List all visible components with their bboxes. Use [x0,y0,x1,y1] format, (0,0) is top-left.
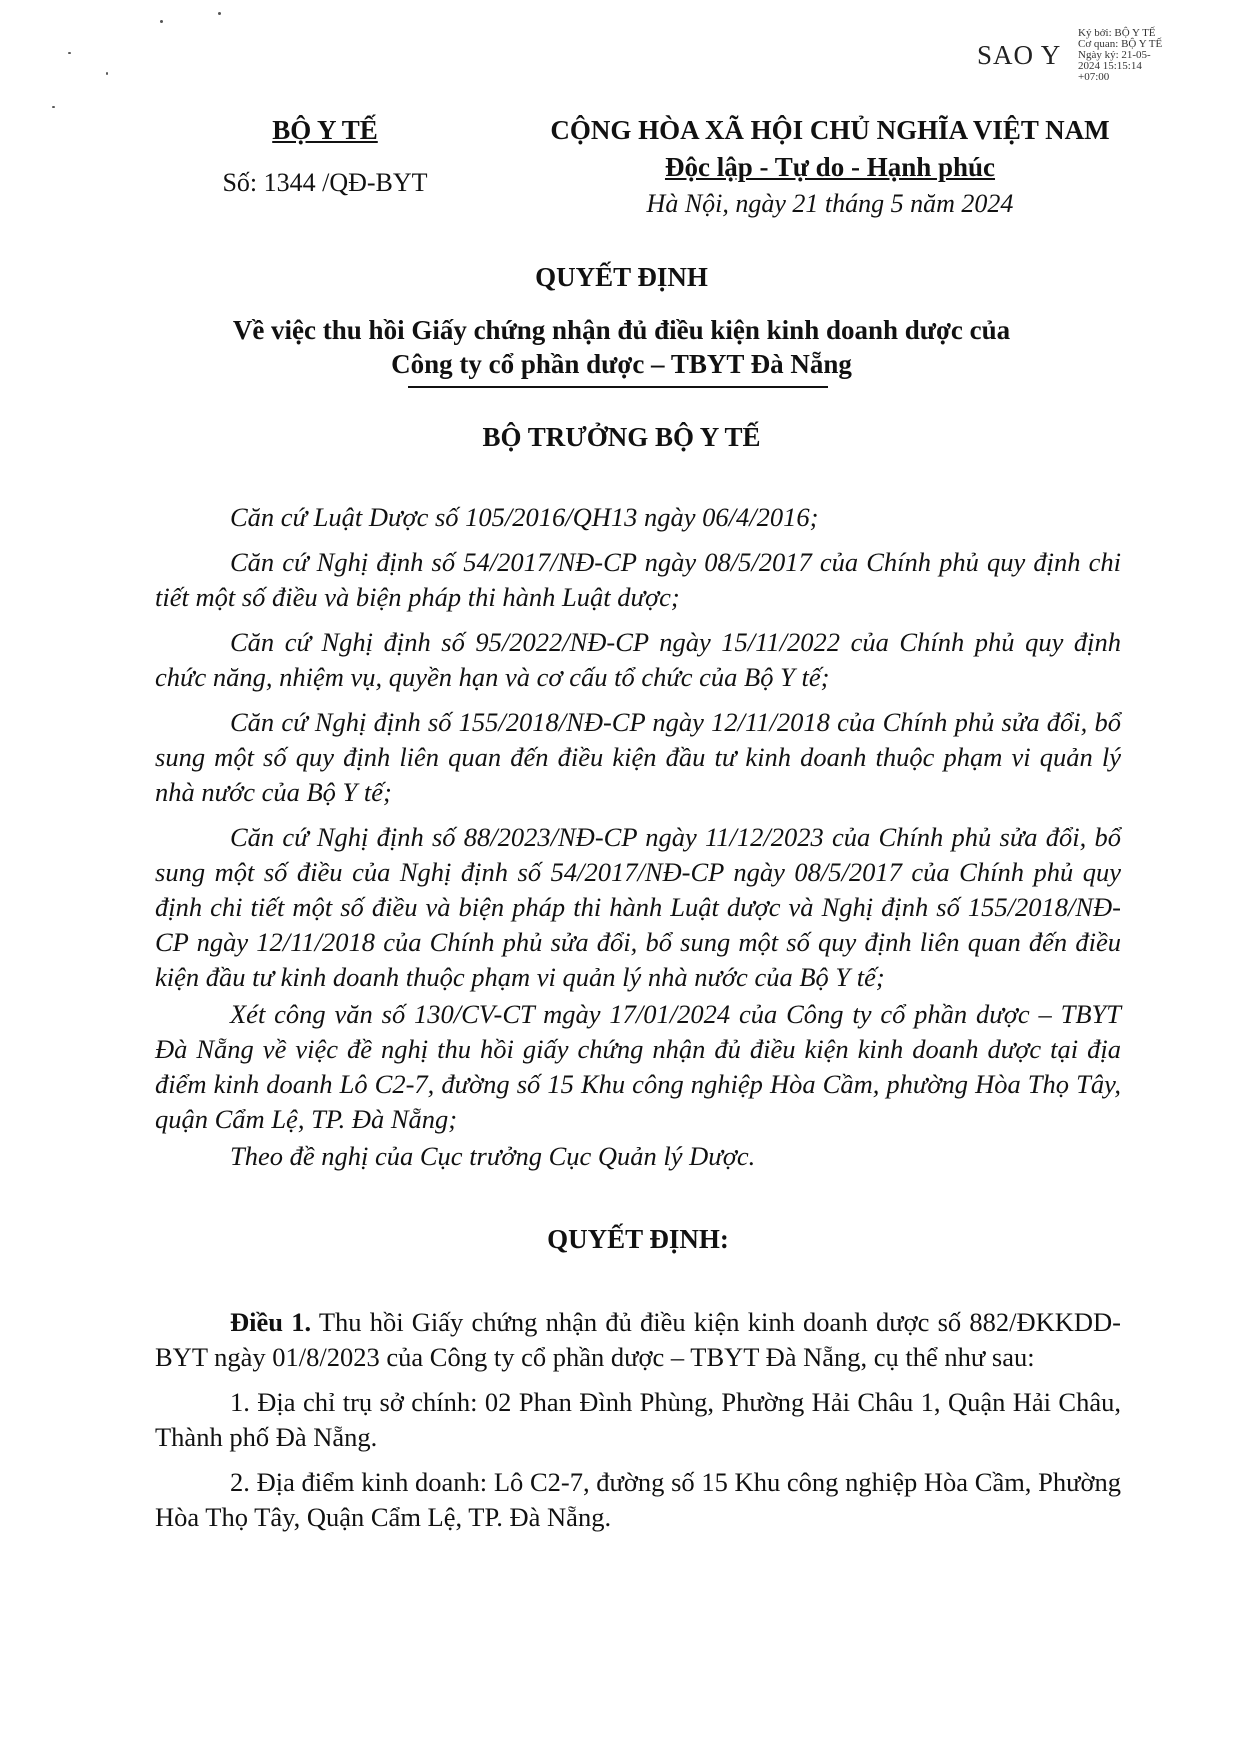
article-1-label: Điều 1. [230,1307,312,1337]
digital-signature-info [1078,28,1198,83]
preamble-clause: Căn cứ Nghị định số 155/2018/NĐ-CP ngày 12/11/2018 của Chính phủ sửa đổi, bổ sung một số quy định liên quan đến điều kiện đầu tư kinh doanh thuộc phạm vi quản lý nhà nước của Bộ Y tế; [155,707,1121,807]
subject-line-1: Về việc thu hồi Giấy chứng nhận đủ điều kiện kinh doanh dược của [232,315,1011,345]
document-subject [0,313,1243,381]
scan-speck [218,12,221,15]
preamble-clause: Theo đề nghị của Cục trưởng Cục Quản lý Dược. [230,1141,756,1171]
document-type: QUYẾT ĐỊNH [535,262,708,292]
header-left [180,115,470,198]
issuing-organization: BỘ Y TẾ [272,115,378,145]
preamble-clause: Căn cứ Luật Dược số 105/2016/QH13 ngày 06/4/2016; [230,502,819,532]
article-1-item-2: 2. Địa điểm kinh doanh: Lô C2-7, đường số 15 Khu công nghiệp Hòa Cầm, Phường Hòa Thọ Tây, Quận Cẩm Lệ, TP. Đà Nẵng. [155,1467,1121,1532]
title-divider [408,386,828,388]
signed-by: Ký bởi: BỘ Y TẾ [1078,27,1156,39]
subject-line-2: Công ty cổ phần dược – TBYT Đà Nẵng [391,349,852,379]
place-and-date: Hà Nội, ngày 21 tháng 5 năm 2024 [646,189,1014,218]
preamble-clause: Căn cứ Nghị định số 88/2023/NĐ-CP ngày 11/12/2023 của Chính phủ sửa đổi, bổ sung một số điều của Nghị định số 54/2017/NĐ-CP ngày 08/5/2017 của Chính phủ quy định chi tiết một số điều và biện pháp thi hành Luật dược và Nghị định số 155/2018/NĐ-CP ngày 12/11/2018 của Chính phủ sửa đổi, bổ sung một số quy định liên quan đến điều kiện đầu tư kinh doanh thuộc phạm vi quản lý nhà nước của Bộ Y tế; [155,822,1121,992]
scan-speck [68,52,71,54]
national-title: CỘNG HÒA XÃ HỘI CHỦ NGHĨA VIỆT NAM [550,115,1110,145]
preamble-clause: Căn cứ Nghị định số 95/2022/NĐ-CP ngày 15/11/2022 của Chính phủ quy định chức năng, nhiệm vụ, quyền hạn và cơ cấu tổ chức của Bộ Y tế; [155,627,1121,692]
preamble-clause: Căn cứ Nghị định số 54/2017/NĐ-CP ngày 08/5/2017 của Chính phủ quy định chi tiết một số điều và biện pháp thi hành Luật dược; [155,547,1121,612]
signing-agency: Cơ quan: BỘ Y TẾ [1078,38,1163,50]
copy-mark: SAO Y [977,40,1062,70]
preamble-clause: Xét công văn số 130/CV-CT mgày 17/01/2024 của Công ty cổ phần dược – TBYT Đà Nẵng về việc đề nghị thu hồi giấy chứng nhận đủ điều kiện kinh doanh dược tại địa điểm kinh doanh Lô C2-7, đường số 15 Khu công nghiệp Hòa Cầm, phường Hòa Thọ Tây, quận Cẩm Lệ, TP. Đà Nẵng; [155,999,1121,1134]
document-body [155,500,1121,1545]
document-number: Số: 1344 /QĐ-BYT [222,168,428,197]
sign-date: Ngày ký: 21-05- [1078,49,1151,61]
scan-speck [160,20,163,23]
national-motto: Độc lập - Tự do - Hạnh phúc [664,152,996,182]
sign-timezone: +07:00 [1078,71,1110,83]
issuing-authority: BỘ TRƯỞNG BỘ Y TẾ [482,422,761,452]
header-right [520,115,1140,219]
scan-speck [52,106,55,108]
sign-time: 2024 15:15:14 [1078,60,1142,72]
article-1-text: Thu hồi Giấy chứng nhận đủ điều kiện kinh doanh dược số 882/ĐKKDD-BYT ngày 01/8/2023 của Công ty cổ phần dược – TBYT Đà Nẵng, cụ thể như sau: [155,1307,1122,1372]
scan-speck [106,72,108,75]
article-1 [155,1305,1121,1375]
decision-heading: QUYẾT ĐỊNH: [547,1224,729,1254]
article-1-item-1: 1. Địa chỉ trụ sở chính: 02 Phan Đình Phùng, Phường Hải Châu 1, Quận Hải Châu, Thành phố Đà Nẵng. [155,1387,1121,1452]
